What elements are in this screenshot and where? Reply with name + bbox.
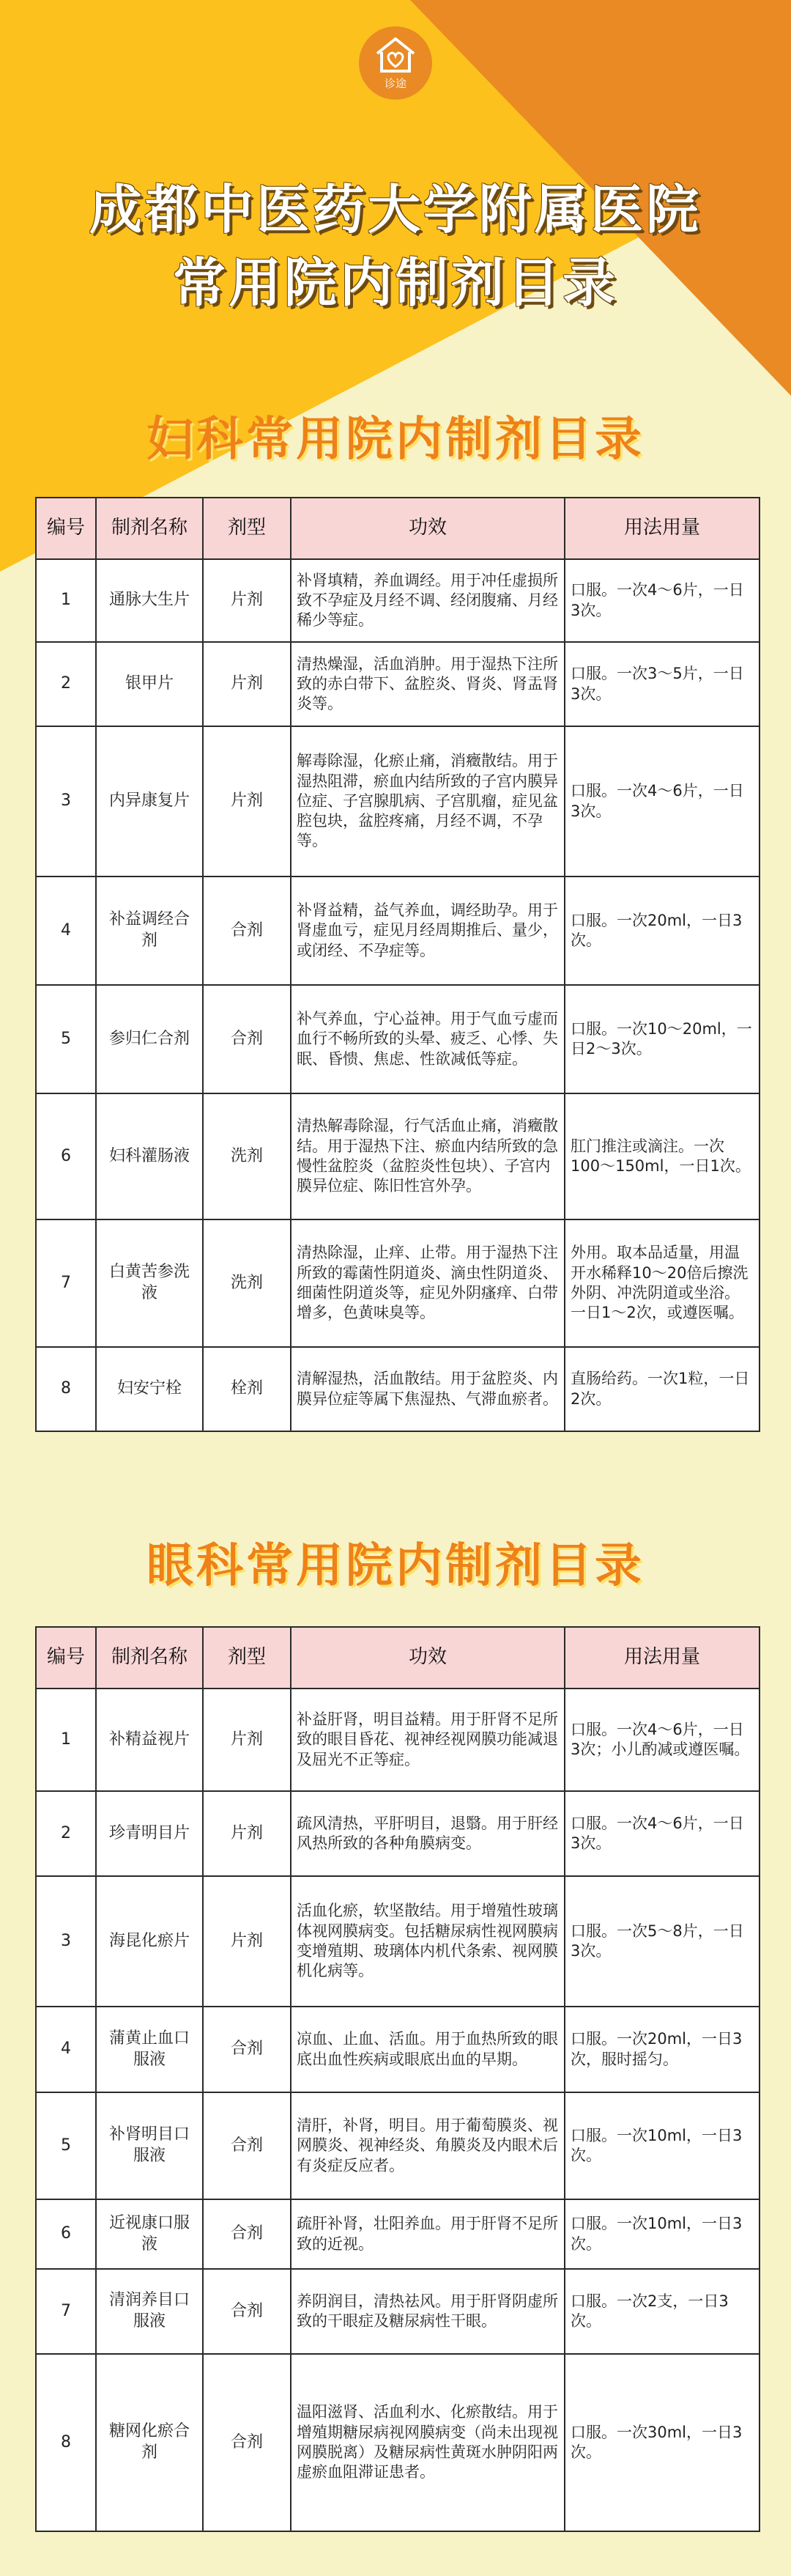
dosage-form: 洗剂 — [203, 1093, 291, 1219]
preparation-name: 参归仁合剂 — [96, 985, 203, 1093]
row-number: 8 — [36, 1347, 96, 1431]
preparation-name: 近视康口服液 — [96, 2199, 203, 2269]
usage-text: 口服。一次10ml，一日3次。 — [565, 2092, 760, 2199]
preparation-name: 蒲黄止血口服液 — [96, 2007, 203, 2092]
col-header-usage: 用法用量 — [565, 1627, 760, 1689]
preparation-name: 银甲片 — [96, 642, 203, 726]
dosage-form: 栓剂 — [203, 1347, 291, 1431]
row-number: 4 — [36, 876, 96, 985]
table-header-row — [36, 1627, 760, 1689]
row-number: 6 — [36, 2199, 96, 2269]
dosage-form: 片剂 — [203, 1689, 291, 1791]
row-number: 5 — [36, 985, 96, 1093]
row-number: 1 — [36, 1689, 96, 1791]
efficacy-text: 养阴润目，清热祛风。用于肝肾阴虚所致的干眼症及糖尿病性干眼。 — [291, 2269, 565, 2354]
col-header-no: 编号 — [36, 498, 96, 559]
table-row — [36, 2092, 760, 2199]
dosage-form: 合剂 — [203, 2092, 291, 2199]
col-header-effect: 功效 — [291, 498, 565, 559]
table-row — [36, 2354, 760, 2531]
usage-text: 口服。一次30ml，一日3次。 — [565, 2354, 760, 2531]
preparation-name: 补精益视片 — [96, 1689, 203, 1791]
preparation-name: 妇安宁栓 — [96, 1347, 203, 1431]
usage-text: 口服。一次20ml，一日3次。 — [565, 876, 760, 985]
usage-text: 口服。一次4～6片，一日3次。 — [565, 726, 760, 876]
usage-text: 口服。一次4～6片，一日3次；小儿酌减或遵医嘱。 — [565, 1689, 760, 1791]
preparation-name: 妇科灌肠液 — [96, 1093, 203, 1219]
table-header-row — [36, 498, 760, 559]
usage-text: 肛门推注或滴注。一次100～150ml，一日1次。 — [565, 1093, 760, 1219]
usage-text: 直肠给药。一次1粒，一日2次。 — [565, 1347, 760, 1431]
efficacy-text: 解毒除湿，化瘀止痛，消癥散结。用于湿热阻滞，瘀血内结所致的子宫内膜异位症、子宫腺肌病、子宫肌瘤，症见盆腔包块，盆腔疼痛，月经不调，不孕等。 — [291, 726, 565, 876]
dosage-form: 洗剂 — [203, 1219, 291, 1347]
efficacy-text: 活血化瘀，软坚散结。用于增殖性玻璃体视网膜病变。包括糖尿病性视网膜病变增殖期、玻璃体内机代条索、视网膜机化病等。 — [291, 1876, 565, 2007]
table-row — [36, 985, 760, 1093]
usage-text: 口服。一次2支，一日3次。 — [565, 2269, 760, 2354]
preparation-name: 清润养目口服液 — [96, 2269, 203, 2354]
efficacy-text: 疏肝补肾，壮阳养血。用于肝肾不足所致的近视。 — [291, 2199, 565, 2269]
row-number: 7 — [36, 2269, 96, 2354]
table-row — [36, 726, 760, 876]
table-row — [36, 2007, 760, 2092]
efficacy-text: 温阳滋肾、活血利水、化瘀散结。用于增殖期糖尿病视网膜病变（尚未出现视网膜脱离）及糖尿病性黄斑水肿阴阳两虚瘀血阻滞证患者。 — [291, 2354, 565, 2531]
row-number: 2 — [36, 1791, 96, 1876]
preparation-name: 糖网化瘀合剂 — [96, 2354, 203, 2531]
logo-text: 诊途 — [384, 76, 406, 90]
col-header-effect: 功效 — [291, 1627, 565, 1689]
table-row — [36, 1791, 760, 1876]
dosage-form: 合剂 — [203, 2269, 291, 2354]
ophthalmology-table — [35, 1626, 760, 2532]
row-number: 5 — [36, 2092, 96, 2199]
heart-house-icon — [373, 36, 418, 74]
efficacy-text: 清热除湿，止痒、止带。用于湿热下注所致的霉菌性阴道炎、滴虫性阴道炎、细菌性阴道炎等，症见外阴瘙痒、白带增多，色黄味臭等。 — [291, 1219, 565, 1347]
efficacy-text: 补益肝肾，明目益精。用于肝肾不足所致的眼目昏花、视神经视网膜功能减退及屈光不正等症。 — [291, 1689, 565, 1791]
row-number: 8 — [36, 2354, 96, 2531]
gynecology-section-title: 妇科常用院内制剂目录 — [146, 413, 645, 467]
main-title-line2: 常用院内制剂目录 — [172, 252, 618, 314]
efficacy-text: 凉血、止血、活血。用于血热所致的眼底出血性疾病或眼底出血的早期。 — [291, 2007, 565, 2092]
col-header-type: 剂型 — [203, 1627, 291, 1689]
preparation-name: 补肾明目口服液 — [96, 2092, 203, 2199]
preparation-name: 海昆化瘀片 — [96, 1876, 203, 2007]
dosage-form: 合剂 — [203, 2007, 291, 2092]
efficacy-text: 清肝，补肾，明目。用于葡萄膜炎、视网膜炎、视神经炎、角膜炎及内眼术后有炎症反应者。 — [291, 2092, 565, 2199]
dosage-form: 合剂 — [203, 876, 291, 985]
efficacy-text: 疏风清热，平肝明目，退翳。用于肝经风热所致的各种角膜病变。 — [291, 1791, 565, 1876]
dosage-form: 片剂 — [203, 559, 291, 642]
ophthalmology-section-title: 眼科常用院内制剂目录 — [146, 1539, 645, 1593]
row-number: 4 — [36, 2007, 96, 2092]
dosage-form: 合剂 — [203, 2354, 291, 2531]
efficacy-text: 清解湿热，活血散结。用于盆腔炎、内膜异位症等属下焦湿热、气滞血瘀者。 — [291, 1347, 565, 1431]
dosage-form: 合剂 — [203, 985, 291, 1093]
dosage-form: 片剂 — [203, 726, 291, 876]
table-row — [36, 1876, 760, 2007]
preparation-name: 珍青明目片 — [96, 1791, 203, 1876]
dosage-form: 片剂 — [203, 1876, 291, 2007]
dosage-form: 片剂 — [203, 642, 291, 726]
table-row — [36, 2199, 760, 2269]
table-row — [36, 1219, 760, 1347]
col-header-name: 制剂名称 — [96, 498, 203, 559]
col-header-name: 制剂名称 — [96, 1627, 203, 1689]
efficacy-text: 补肾益精，益气养血，调经助孕。用于肾虚血亏，症见月经周期推后、量少，或闭经、不孕症等。 — [291, 876, 565, 985]
preparation-name: 补益调经合剂 — [96, 876, 203, 985]
col-header-usage: 用法用量 — [565, 498, 760, 559]
usage-text: 口服。一次3～5片，一日3次。 — [565, 642, 760, 726]
col-header-type: 剂型 — [203, 498, 291, 559]
usage-text: 口服。一次5～8片，一日3次。 — [565, 1876, 760, 2007]
row-number: 3 — [36, 726, 96, 876]
gynecology-table — [35, 497, 760, 1432]
preparation-name: 通脉大生片 — [96, 559, 203, 642]
row-number: 7 — [36, 1219, 96, 1347]
dosage-form: 合剂 — [203, 2199, 291, 2269]
table-row — [36, 1347, 760, 1431]
table-row — [36, 559, 760, 642]
logo — [359, 26, 432, 100]
usage-text: 口服。一次4～6片，一日3次。 — [565, 559, 760, 642]
usage-text: 口服。一次10ml，一日3次。 — [565, 2199, 760, 2269]
usage-text: 口服。一次4～6片，一日3次。 — [565, 1791, 760, 1876]
row-number: 3 — [36, 1876, 96, 2007]
table-row — [36, 2269, 760, 2354]
table-row — [36, 1689, 760, 1791]
table-row — [36, 876, 760, 985]
efficacy-text: 补气养血，宁心益神。用于气血亏虚而血行不畅所致的头晕、疲乏、心悸、失眠、昏愦、焦虑、性欲减低等症。 — [291, 985, 565, 1093]
preparation-name: 白黄苦参洗液 — [96, 1219, 203, 1347]
efficacy-text: 清热解毒除湿，行气活血止痛，消癥散结。用于湿热下注、瘀血内结所致的急慢性盆腔炎（盆腔炎性包块）、子宫内膜异位症、陈旧性宫外孕。 — [291, 1093, 565, 1219]
row-number: 1 — [36, 559, 96, 642]
main-title-line1: 成都中医药大学附属医院 — [89, 179, 702, 240]
col-header-no: 编号 — [36, 1627, 96, 1689]
usage-text: 口服。一次10～20ml，一日2～3次。 — [565, 985, 760, 1093]
table-row — [36, 642, 760, 726]
usage-text: 口服。一次20ml，一日3次，服时摇匀。 — [565, 2007, 760, 2092]
efficacy-text: 补肾填精，养血调经。用于冲任虚损所致不孕症及月经不调、经闭腹痛、月经稀少等症。 — [291, 559, 565, 642]
dosage-form: 片剂 — [203, 1791, 291, 1876]
row-number: 2 — [36, 642, 96, 726]
efficacy-text: 清热燥湿，活血消肿。用于湿热下注所致的赤白带下、盆腔炎、肾炎、肾盂肾炎等。 — [291, 642, 565, 726]
preparation-name: 内异康复片 — [96, 726, 203, 876]
usage-text: 外用。取本品适量，用温开水稀释10～20倍后擦洗外阴、冲洗阴道或坐浴。一日1～2次，或遵医嘱。 — [565, 1219, 760, 1347]
row-number: 6 — [36, 1093, 96, 1219]
table-row — [36, 1093, 760, 1219]
